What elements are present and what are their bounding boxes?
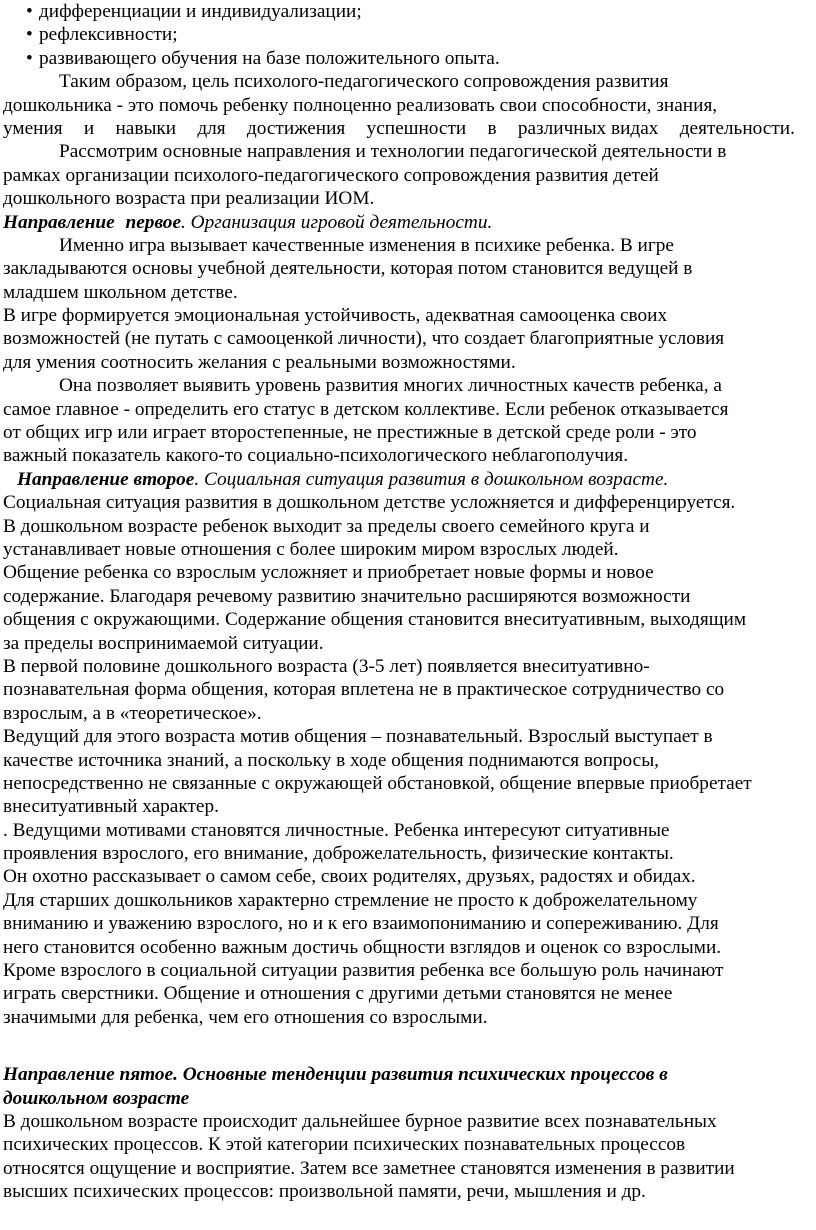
text-line: познавательная форма общения, которая вплетена не в практическое сотрудничество со [3, 679, 725, 701]
text-line: Ведущий для этого возраста мотив общения – познавательный. Взрослый выступает в [3, 726, 713, 748]
blank-line [3, 1029, 813, 1063]
section-heading [3, 468, 813, 491]
text-line: устанавливает новые отношения с более широким миром взрослых людей. [3, 538, 619, 560]
word: умения [3, 117, 63, 139]
list-item: • развивающего обучения на базе положительного опыта. [26, 47, 500, 69]
word: успешности [366, 117, 467, 139]
word: для [197, 117, 226, 139]
text-line: играть сверстники. Общение и отношения с другими детьми становятся не менее [3, 983, 673, 1005]
text-line: значимыми для ребенка, чем его отношения со взрослыми. [3, 1006, 488, 1028]
text-line: младшем школьном детстве. [3, 281, 238, 303]
text-line: психических процессов. К этой категории психических познавательных процессов [3, 1134, 686, 1156]
word: в [487, 117, 497, 139]
word: достижения [246, 117, 346, 139]
text-line: качестве источника знаний, а поскольку в ходе общения поднимаются вопросы, [3, 749, 659, 771]
text-line: него становится особенно важным достичь общности взглядов и оценок со взрослыми. [3, 936, 722, 958]
text-line: Социальная ситуация развития в дошкольном детстве усложняется и дифференцируется. [3, 492, 736, 514]
text-line: непосредственно не связанные с окружающей обстановкой, общение впервые приобретает [3, 772, 752, 794]
text-line: относятся ощущение и восприятие. Затем все заметнее становятся изменения в развитии [3, 1157, 735, 1179]
text-line: . Ведущими мотивами становятся личностные. Ребенка интересуют ситуативные [3, 819, 670, 841]
heading-title: . Социальная ситуация развития в дошкольном возрасте. [194, 468, 669, 490]
text-line: Общение ребенка со взрослым усложняет и приобретает новые формы и новое [3, 562, 654, 584]
text-line: В дошкольном возрасте происходит дальнейшее бурное развитие всех познавательных [3, 1110, 717, 1132]
text-line: Таким образом, цель психолого-педагогического сопровождения развития [59, 71, 669, 93]
text-line: В игре формируется эмоциональная устойчивость, адекватная самооценка своих [3, 305, 668, 327]
bullet-icon: • [26, 24, 33, 46]
text-line: Он охотно рассказывает о самом себе, своих родителях, друзьях, радостях и обидах. [3, 866, 696, 888]
heading-label: Направление первое [3, 211, 181, 233]
section-heading: Направление пятое. Основные тенденции развития психических процессов в [3, 1064, 668, 1086]
text-line: В первой половине дошкольного возраста (3-5 лет) появляется внеситуативно- [3, 655, 650, 677]
text-line: закладываются основы учебной деятельности, которая потом становится ведущей в [3, 258, 693, 280]
list-item: • рефлексивности; [26, 24, 178, 46]
word: деятельности. [679, 117, 795, 139]
text-line: В дошкольном возрасте ребенок выходит за пределы своего семейного круга и [3, 515, 650, 537]
text-line: проявления взрослого, его внимание, доброжелательность, физические контакты. [3, 843, 674, 865]
text-line: дошкольного возраста при реализации ИОМ. [3, 188, 375, 210]
text-line: внеситуативный характер. [3, 796, 219, 818]
text-line: от общих игр или играет второстепенные, не престижные в детской среде роли - это [3, 422, 697, 444]
heading-label: Направление второе [17, 468, 195, 490]
text-line: Именно игра вызывает качественные изменения в психике ребенка. В игре [59, 234, 674, 256]
bullet-icon: • [26, 47, 33, 69]
text-line: для умения соотносить желания с реальными возможностями. [3, 351, 516, 373]
word: навыки [115, 117, 177, 139]
text-line: дошкольника - это помочь ребенку полноценно реализовать свои способности, знания, [3, 94, 718, 116]
text-line: Для старших дошкольников характерно стремление не просто к доброжелательному [3, 889, 698, 911]
text-line: важный показатель какого-то социально-психологического неблагополучия. [3, 445, 629, 467]
text-line: вниманию и уважению взрослого, но и к его взаимопониманию и сопереживанию. Для [3, 913, 719, 935]
list-item: • дифференциации и индивидуализации; [26, 1, 362, 22]
word: и [83, 117, 95, 139]
text-line: содержание. Благодаря речевому развитию значительно расширяются возможности [3, 585, 691, 607]
text-line: за пределы воспринимаемой ситуации. [3, 632, 324, 654]
heading-title: . Организация игровой деятельности. [181, 211, 493, 233]
bullet-icon: • [26, 1, 33, 22]
text-line: рамках организации психолого-педагогического сопровождения развития детей [3, 164, 659, 186]
text-line: общения с окружающими. Содержание общения становится внеситуативным, выходящим [3, 609, 747, 631]
text-line: высших психических процессов: произвольной памяти, речи, мышления и др. [3, 1181, 646, 1203]
text-line: взрослым, а в «теоретическое». [3, 702, 262, 724]
text-line: возможностей (не путать с самооценкой личности), что создает благоприятные условия [3, 328, 725, 350]
word: различных видах [517, 117, 659, 139]
text-line: Кроме взрослого в социальной ситуации развития ребенка все большую роль начинают [3, 960, 724, 982]
text-line: самое главное - определить его статус в детском коллективе. Если ребенок отказывается [3, 398, 729, 420]
section-heading [3, 211, 813, 234]
text-line: Она позволяет выявить уровень развития многих личностных качеств ребенка, а [59, 375, 722, 397]
section-heading: дошкольном возрасте [3, 1087, 190, 1109]
justified-text-line [3, 117, 813, 140]
text-line: Рассмотрим основные направления и технологии педагогической деятельности в [59, 141, 727, 163]
